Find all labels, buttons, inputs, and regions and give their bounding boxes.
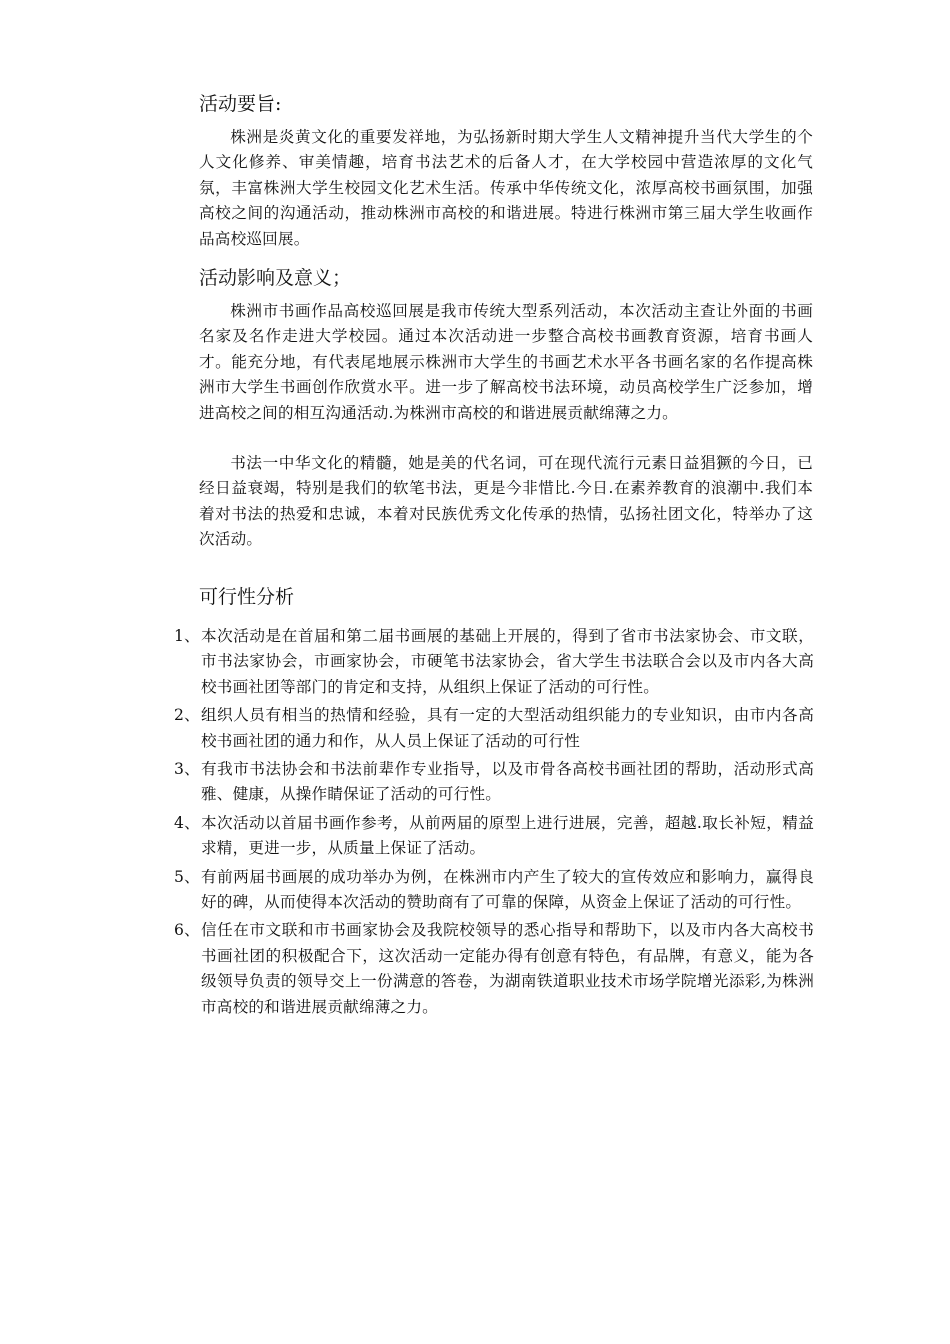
list-item — [174, 811, 814, 862]
feasibility-list — [174, 624, 814, 1023]
list-item-text: 本次活动是在首届和第二届书画展的基础上开展的，得到了省市书法家协会、市文联，市书法家协会，市画家协会，市硬笔书法家协会，省大学生书法联合会以及市内各大高校书画社团等部门的肯定和支持，从组织上保证了活动的可行性。 — [201, 627, 814, 696]
list-item — [174, 757, 814, 808]
impact-paragraph-2: 书法一中华文化的精髓，她是美的代名词，可在现代流行元素日益猖獗的今日，已经日益衰竭，特别是我们的软笔书法，更是今非惜比.今日.在素养教育的浪潮中.我们本着对书法的热爱和忠诚，本着对民族优秀文化传承的热情，弘扬社团文化，特举办了这次活动。 — [199, 454, 813, 549]
section-heading-impact: 活动影响及意义； — [199, 267, 352, 289]
list-item-text: 本次活动以首届书画作参考，从前两届的原型上进行进展，完善，超越.取长补短，精益求精，更进一步，从质量上保证了活动。 — [201, 813, 814, 858]
list-item-number: 1、 — [174, 627, 200, 645]
list-item-number: 2、 — [174, 706, 200, 725]
list-item-number: 6、 — [174, 921, 200, 940]
list-item-text: 有我市书法协会和书法前辈作专业指导，以及市骨各高校书画社团的帮助，活动形式高雅、健康，从操作睛保证了活动的可行性。 — [201, 760, 814, 804]
list-item — [174, 865, 814, 916]
list-item — [174, 918, 814, 1020]
impact-paragraph-1: 株洲市书画作品高校巡回展是我市传统大型系列活动，本次活动主查让外面的书画名家及名作走进大学校园。通过本次活动进一步整合高校书画教育资源，培育书画人才。能充分地，有代表尾地展示株洲市大学生的书画艺术水平各书画名家的名作提高株洲市大学生书画创作欣赏水平。进一步了解高校书法环境，动员高校学生广泛参加，增进高校之间的相互沟通活动.为株洲市高校的和谐进展贡献绵薄之力。 — [199, 302, 813, 422]
list-item-text: 组织人员有相当的热情和经验，具有一定的大型活动组织能力的专业知识，由市内各高校书画社团的通力和作，从人员上保证了活动的可行性 — [201, 706, 814, 750]
list-item-number: 5、 — [174, 867, 200, 886]
list-item-number: 4、 — [174, 813, 200, 832]
list-item — [174, 624, 814, 700]
section-heading-purpose: 活动要旨: — [199, 93, 282, 115]
list-item-number: 3、 — [174, 760, 200, 779]
list-item-text: 有前两届书画展的成功举办为例，在株洲市内产生了较大的宣传效应和影响力，赢得良好的碑，从而使得本次活动的赞助商有了可靠的保障，从资金上保证了活动的可行性。 — [201, 867, 814, 912]
section-heading-feasibility: 可行性分析 — [199, 586, 295, 608]
list-item-text: 信任在市文联和市书画家协会及我院校领导的悉心指导和帮助下，以及市内各大高校书书画社团的积极配合下，这次活动一定能办得有创意有特色，有品牌，有意义，能为各级领导负责的领导交上一份满意的答卷，为湖南铁道职业技术市场学院增光添彩,为株洲市高校的和谐进展贡献绵薄之力。 — [201, 921, 814, 1016]
list-item — [174, 703, 814, 754]
purpose-paragraph: 株洲是炎黄文化的重要发祥地，为弘扬新时期大学生人文精神提升当代大学生的个人文化修养、审美情趣，培育书法艺术的后备人才，在大学校园中营造浓厚的文化气氛，丰富株洲大学生校园文化艺术生活。传承中华传统文化，浓厚高校书画氛围，加强高校之间的沟通活动，推动株洲市高校的和谐进展。特进行株洲市第三届大学生收画作品高校巡回展。 — [199, 128, 813, 248]
